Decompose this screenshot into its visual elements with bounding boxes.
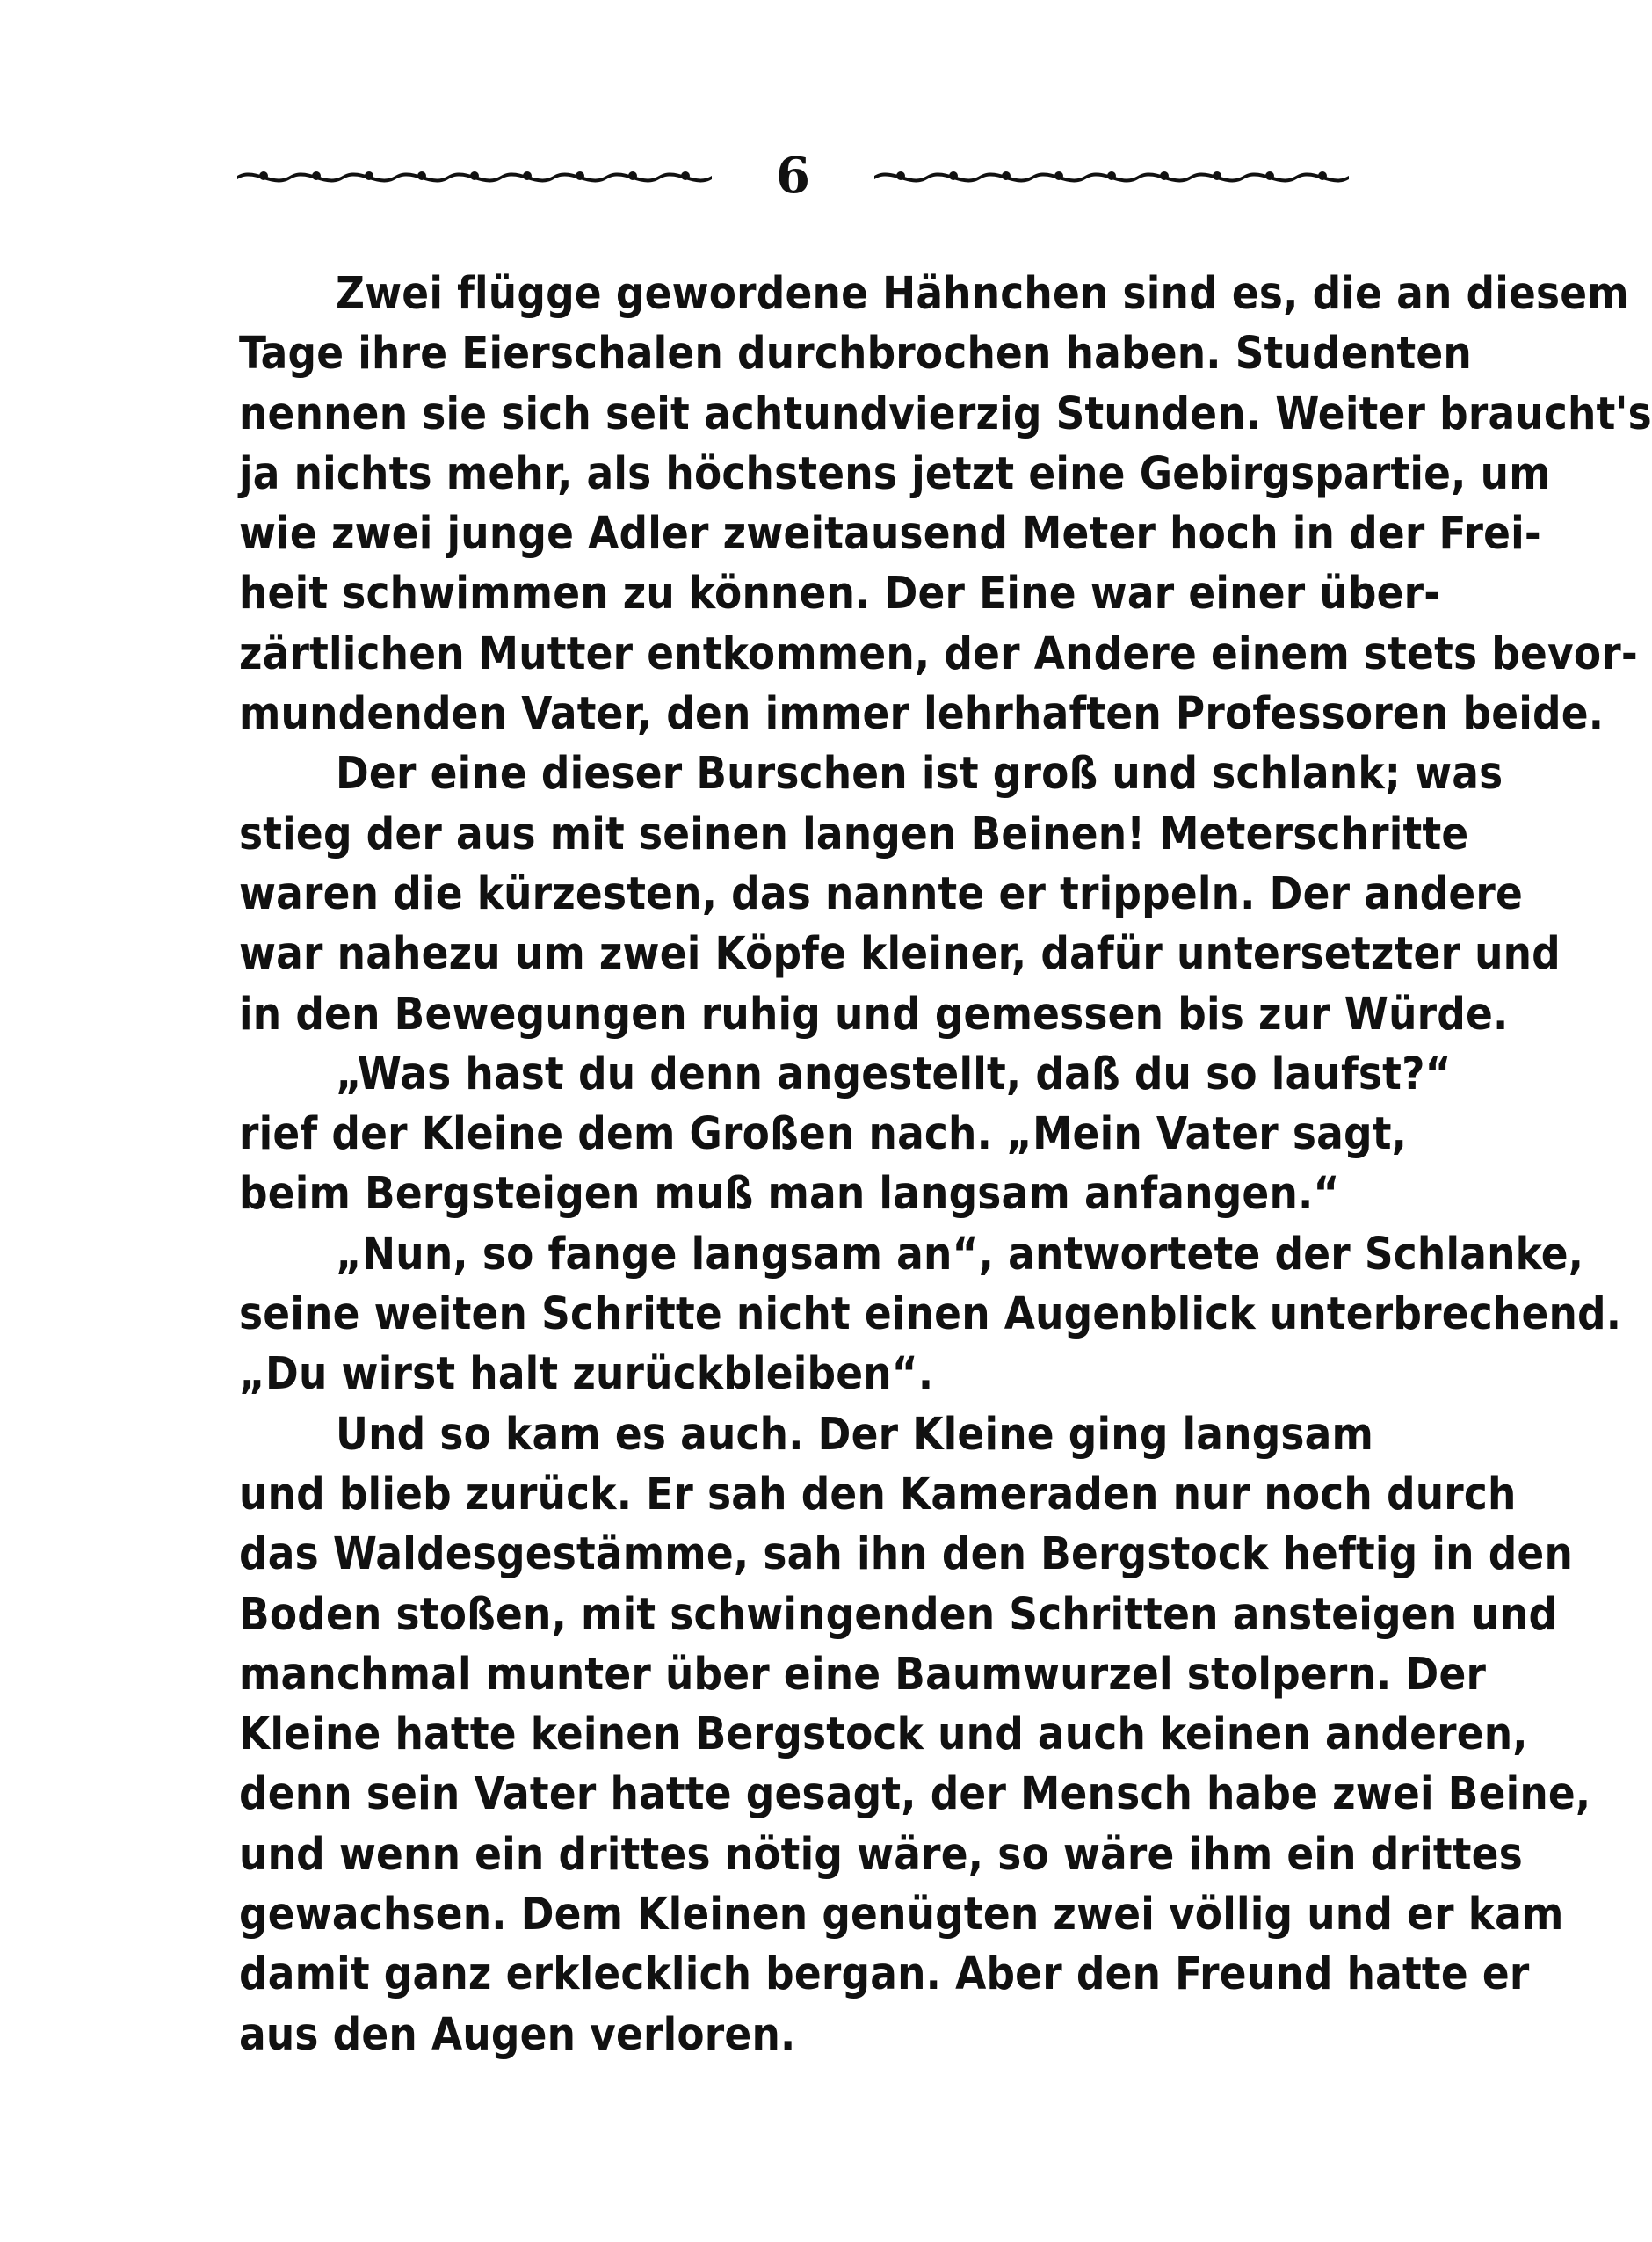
text-line: aus den Augen verloren. <box>239 2007 796 2060</box>
text-line: beim Bergsteigen muß man langsam anfangen.“ <box>239 1167 1340 1220</box>
paragraph-4 <box>239 1224 1622 1404</box>
ornament-right-icon <box>874 163 1349 188</box>
text-line: gewachsen. Dem Kleinen genügten zwei völlig und er kam <box>239 1888 1564 1941</box>
paragraph-1 <box>239 264 1652 744</box>
body-text <box>239 264 1652 2064</box>
text-line: und blieb zurück. Er sah den Kameraden nur noch durch <box>239 1467 1517 1520</box>
text-line: „Nun, so fange langsam an“, antwortete der Schlanke, <box>336 1227 1584 1280</box>
text-line: war nahezu um zwei Köpfe kleiner, dafür untersetzter und <box>239 927 1561 980</box>
text-line: Boden stoßen, mit schwingenden Schritten ansteigen und <box>239 1587 1558 1640</box>
text-line: denn sein Vater hatte gesagt, der Mensch habe zwei Beine, <box>239 1767 1591 1820</box>
text-line: in den Bewegungen ruhig und gemessen bis zur Würde. <box>239 987 1509 1040</box>
text-line: waren die kürzesten, das nannte er trippeln. Der andere <box>239 867 1524 919</box>
text-line: Zwei flügge gewordene Hähnchen sind es, die an diesem <box>336 267 1629 319</box>
page-number: 6 <box>776 147 810 205</box>
text-line: und wenn ein drittes nötig wäre, so wäre ihm ein drittes <box>239 1827 1523 1880</box>
text-line: „Was hast du denn angestellt, daß du so laufst?“ <box>336 1047 1452 1099</box>
text-line: zärtlichen Mutter entkommen, der Andere einem stets bevor- <box>239 627 1638 679</box>
text-line: Tage ihre Eierschalen durchbrochen haben. Studenten <box>239 327 1472 380</box>
text-line: manchmal munter über eine Baumwurzel stolpern. Der <box>239 1647 1487 1700</box>
text-line: stieg der aus mit seinen langen Beinen! Meterschritte <box>239 807 1469 860</box>
ornament-left-icon <box>237 163 712 188</box>
page-header <box>237 141 1349 211</box>
text-line: wie zwei junge Adler zweitausend Meter hoch in der Frei- <box>239 507 1541 560</box>
text-line: Und so kam es auch. Der Kleine ging langsam <box>336 1407 1374 1460</box>
paragraph-2 <box>239 744 1561 1043</box>
paragraph-5 <box>239 1404 1591 2064</box>
text-line: Kleine hatte keinen Bergstock und auch keinen anderen, <box>239 1708 1528 1760</box>
text-line: Der eine dieser Burschen ist groß und schlank; was <box>336 747 1503 800</box>
text-line: ja nichts mehr, als höchstens jetzt eine Gebirgspartie, um <box>239 446 1551 499</box>
text-line: rief der Kleine dem Großen nach. „Mein Vater sagt, <box>239 1107 1408 1160</box>
text-line: „Du wirst halt zurückbleiben“. <box>239 1347 934 1400</box>
paragraph-3 <box>239 1044 1452 1224</box>
text-line: das Waldesgestämme, sah ihn den Bergstock heftig in den <box>239 1527 1574 1580</box>
text-line: nennen sie sich seit achtundvierzig Stunden. Weiter braucht's <box>239 387 1652 439</box>
text-line: mundenden Vater, den immer lehrhaften Professoren beide. <box>239 687 1605 740</box>
text-line: heit schwimmen zu können. Der Eine war einer über- <box>239 567 1441 620</box>
text-line: damit ganz erklecklich bergan. Aber den Freund hatte er <box>239 1948 1530 2000</box>
text-line: seine weiten Schritte nicht einen Augenblick unterbrechend. <box>239 1288 1622 1340</box>
